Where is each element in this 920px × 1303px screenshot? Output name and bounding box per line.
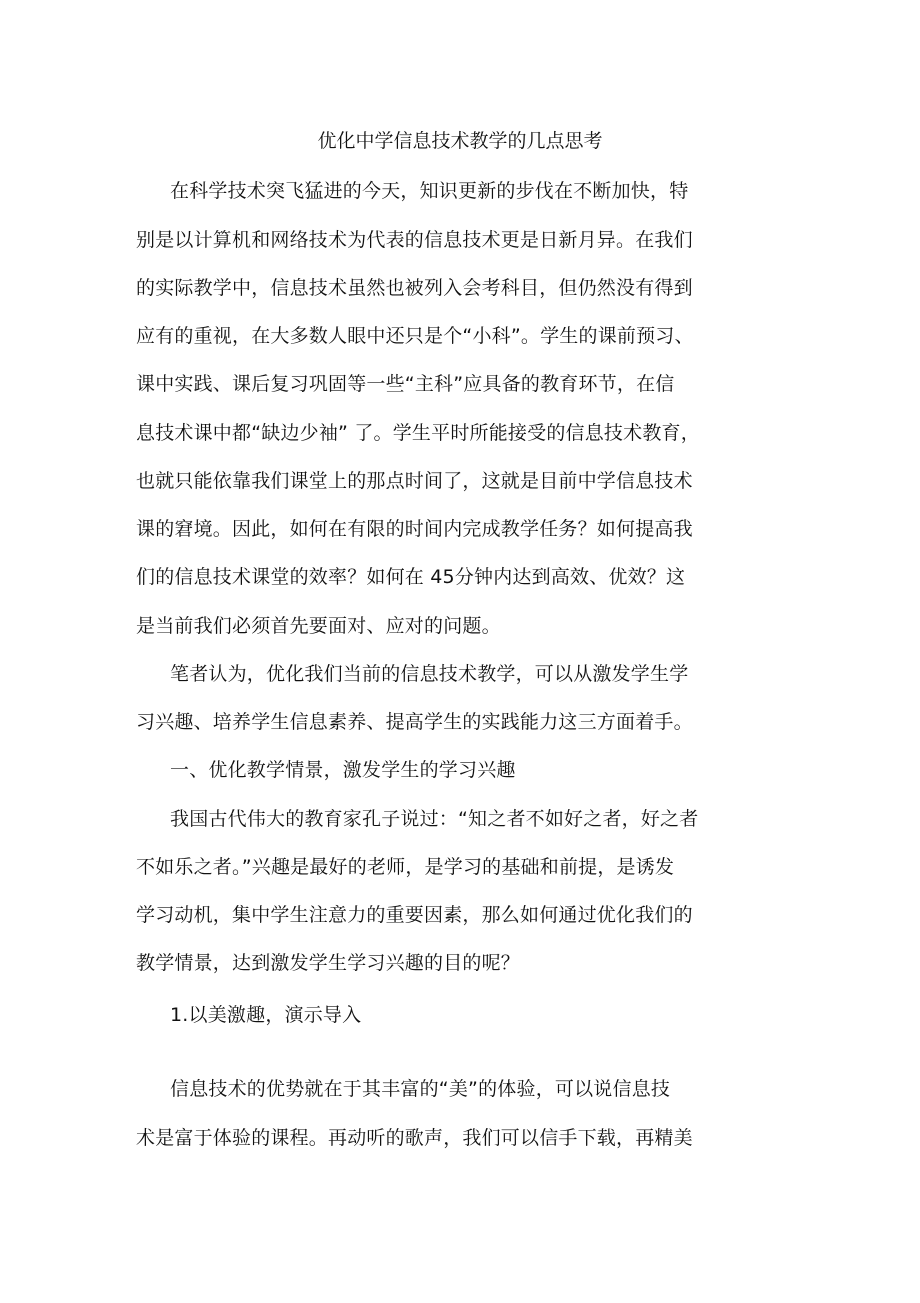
paragraph-line: 信息技术的优势就在于其丰富的“美”的体验，可以说信息技: [170, 1078, 671, 1100]
paragraph-line: 学习动机，集中学生注意力的重要因素，那么如何通过优化我们的: [136, 904, 693, 926]
document-title: 优化中学信息技术教学的几点思考: [317, 130, 603, 152]
subsection-heading: 1.以美激趣，演示导入: [170, 1004, 362, 1026]
paragraph-line: 也就只能依靠我们课堂上的那点时间了，这就是目前中学信息技术: [136, 470, 693, 492]
paragraph-line: 在科学技术突飞猛进的今天，知识更新的步伐在不断加快，特: [170, 180, 689, 202]
paragraph-line: 不如乐之者。”兴趣是最好的老师，是学习的基础和前提，是诱发: [136, 856, 675, 878]
paragraph-line: 别是以计算机和网络技术为代表的信息技术更是日新月异。在我们: [136, 229, 693, 251]
paragraph-line: 息技术课中都“缺边少袖” 了。学生平时所能接受的信息技术教育，: [136, 422, 700, 444]
paragraph-line: 教学情景，达到激发学生学习兴趣的目的呢？: [136, 952, 521, 974]
paragraph-line: 课中实践、课后复习巩固等一些“主科”应具备的教育环节，在信: [136, 373, 675, 395]
paragraph-line: 我国古代伟大的教育家孔子说过：“知之者不如好之者，好之者: [170, 808, 699, 830]
paragraph-line: 笔者认为，优化我们当前的信息技术教学，可以从激发学生学: [170, 663, 689, 685]
section-heading: 一、优化教学情景，激发学生的学习兴趣: [170, 759, 516, 781]
paragraph-line: 们的信息技术课堂的效率？如何在 45分钟内达到高效、优效？这: [136, 566, 686, 588]
paragraph-line: 习兴趣、培养学生信息素养、提高学生的实践能力这三方面着手。: [136, 711, 693, 733]
paragraph-line: 是当前我们必须首先要面对、应对的问题。: [136, 615, 501, 637]
paragraph-line: 应有的重视，在大多数人眼中还只是个“小科”。学生的课前预习、: [136, 325, 694, 347]
paragraph-line: 术是富于体验的课程。再动听的歌声，我们可以信手下载，再精美: [136, 1127, 693, 1149]
paragraph-line: 的实际教学中，信息技术虽然也被列入会考科目，但仍然没有得到: [136, 277, 693, 299]
paragraph-line: 课的窘境。因此，如何在有限的时间内完成教学任务？如何提高我: [136, 518, 693, 540]
